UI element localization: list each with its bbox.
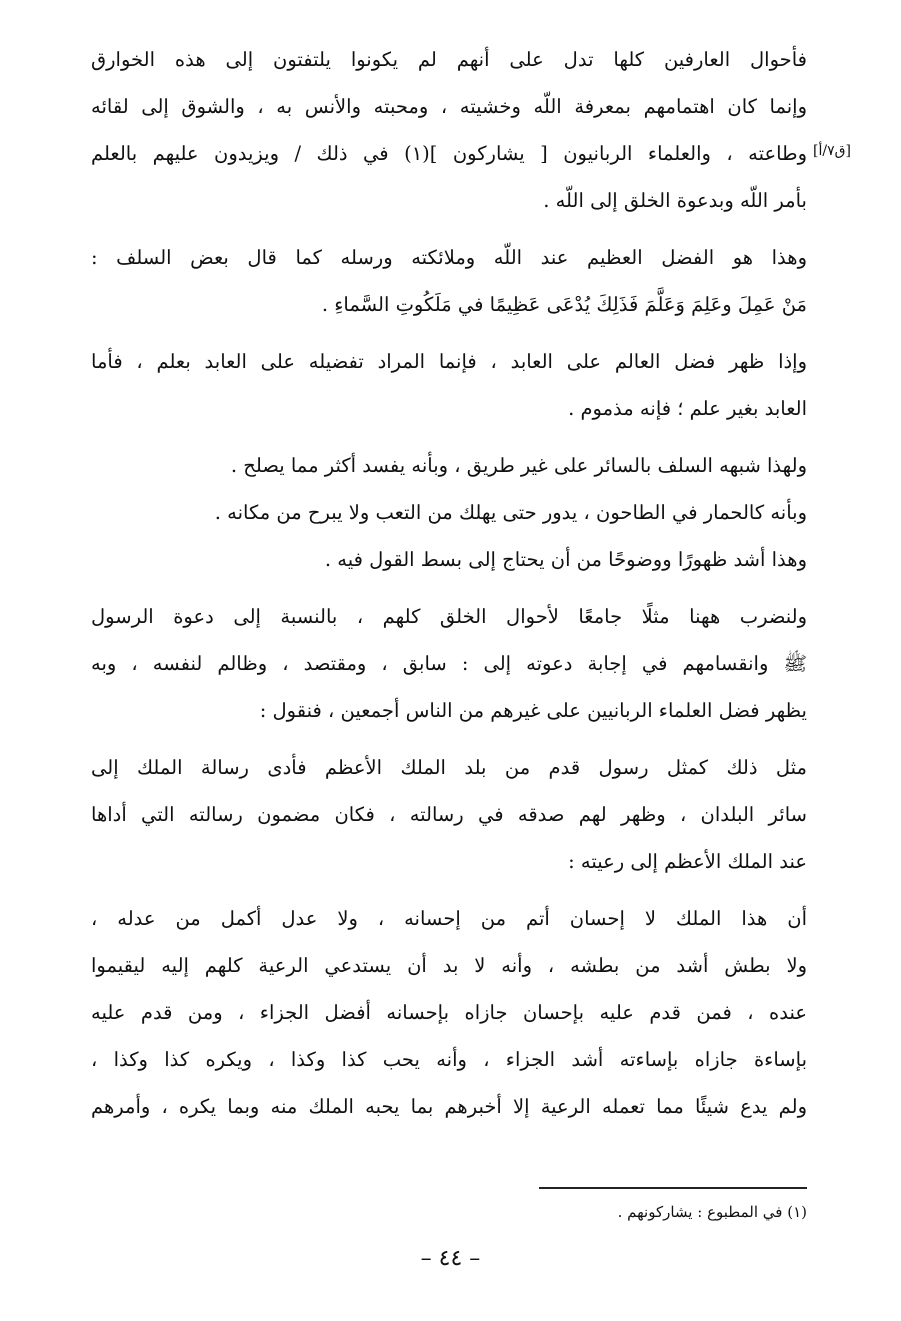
- text-line: ولهذا شبهه السلف بالسائر على غير طريق ، وبأنه يفسد أكثر مما يصلح .: [230, 454, 807, 477]
- text-line: ولنضرب ههنا مثلًا جامعًا لأحوال الخلق كلهم ، بالنسبة إلى دعوة الرسول: [91, 605, 807, 628]
- text-line: وإنما كان اهتمامهم بمعرفة اللّه وخشيته ، ومحبته والأنس به ، والشوق إلى لقائه: [91, 95, 807, 118]
- text-line: وهذا هو الفضل العظيم عند اللّه وملائكته ورسله كما قال بعض السلف :: [91, 246, 807, 269]
- text-line: بأمر اللّه وبدعوة الخلق إلى اللّه .: [543, 189, 807, 212]
- text-line: يظهر فضل العلماء الربانيين على غيرهم من الناس أجمعين ، فنقول :: [259, 699, 807, 722]
- body-text: [91, 36, 807, 1130]
- text-line: العابد بغير علم ؛ فإنه مذموم .: [568, 397, 807, 420]
- footnote-separator: [539, 1187, 807, 1189]
- footnote: (١) في المطبوع : يشاركونهم .: [617, 1203, 807, 1221]
- text-line: عنده ، فمن قدم عليه بإحسان جازاه بإحسانه أفضل الجزاء ، ومن قدم عليه: [91, 1001, 807, 1024]
- text-line: ولم يدع شيئًا مما تعمله الرعية إلا أخبرهم بما يحبه الملك منه وبما يكره ، وأمرهم: [91, 1095, 807, 1118]
- page-number: – ٤٤ –: [420, 1246, 481, 1271]
- text-line: مثل ذلك كمثل رسول قدم من بلد الملك الأعظم فأدى رسالة الملك إلى: [91, 756, 807, 779]
- text-line: وهذا أشد ظهورًا ووضوحًا من أن يحتاج إلى بسط القول فيه .: [324, 548, 807, 571]
- text-line: سائر البلدان ، وظهر لهم صدقه في رسالته ، فكان مضمون رسالته التي أداها: [91, 803, 807, 826]
- text-line: بإساءة جازاه بإساءته أشد الجزاء ، وأنه يحب كذا وكذا ، ويكره كذا وكذا ،: [91, 1048, 807, 1071]
- text-line: وبأنه كالحمار في الطاحون ، يدور حتى يهلك من التعب ولا يبرح من مكانه .: [214, 501, 807, 524]
- text-line: وإذا ظهر فضل العالم على العابد ، فإنما المراد تفضيله على العابد بعلم ، فأما: [91, 350, 807, 373]
- text-line: فأحوال العارفين كلها تدل على أنهم لم يكونوا يلتفتون إلى هذه الخوارق: [91, 48, 807, 71]
- text-line: مَنْ عَمِلَ وعَلِمَ وَعَلَّمَ فَذَلِكَ يُدْعَى عَظِيمًا في مَلَكُوتِ السَّماءِ .: [321, 293, 807, 316]
- text-line: وطاعته ، والعلماء الربانيون [ يشاركون ](١) في ذلك / ويزيدون عليهم بالعلم: [91, 142, 807, 165]
- text-line: عند الملك الأعظم إلى رعيته :: [568, 850, 807, 873]
- manuscript-folio-marker: [ق٧/أ]: [813, 143, 851, 159]
- text-line: ﷺ وانقسامهم في إجابة دعوته إلى : سابق ، ومقتصد ، وظالم لنفسه ، وبه: [91, 652, 807, 675]
- text-line: ولا بطش أشد من بطشه ، وأنه لا بد أن يستدعي الرعية كلهم إليه ليقيموا: [91, 954, 807, 977]
- text-line: أن هذا الملك لا إحسان أتم من إحسانه ، ولا عدل أكمل من عدله ،: [91, 907, 807, 930]
